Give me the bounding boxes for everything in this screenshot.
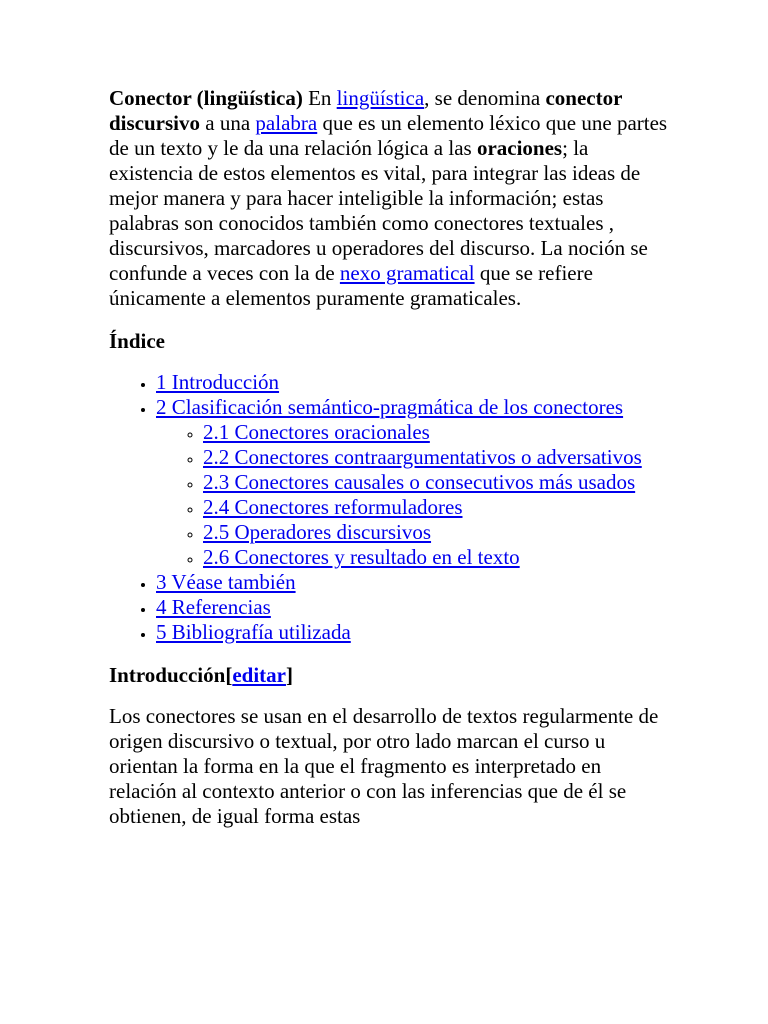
toc-link-2-2[interactable]: 2.2 Conectores contraargumentativos o adversativos: [203, 445, 642, 469]
toc-item: [156, 595, 669, 620]
toc-item: [156, 395, 669, 570]
section-title-text: Introducción: [109, 663, 226, 687]
term-conector-discursivo: conector discursivo: [109, 86, 623, 135]
text-run: En: [302, 86, 337, 110]
toc-link-2-6[interactable]: 2.6 Conectores y resultado en el texto: [203, 545, 520, 569]
link-nexo-gramatical[interactable]: nexo gramatical: [339, 261, 475, 285]
toc-link-referencias[interactable]: 4 Referencias: [156, 595, 271, 619]
section-body-paragraph: Los conectores se usan en el desarrollo de textos regularmente de origen discursivo o textual, por otro lado marcan el curso u orientan la forma en la que el fragmento es interpretado en relación al contexto anterior o con las inferencias que de él se obtienen, de igual forma estas: [109, 704, 659, 828]
table-of-contents: [109, 370, 669, 645]
text-run: ; la existencia de estos elementos es vital, para integrar las ideas de mejor manera y para hacer inteligible la información; estas palabras son conocidos también como conectores textuales , discursivos, marcadores u operadores del discurso. La noción se confunde a veces con la de: [109, 136, 648, 285]
text-run: , se denomina: [424, 86, 546, 110]
text-run: que es un elemento léxico que une partes de un texto y le da una relación lógica a las: [109, 111, 668, 160]
toc-item: [156, 570, 669, 595]
link-linguistica[interactable]: lingüística: [336, 86, 425, 110]
toc-subitem: [203, 470, 669, 495]
lead-paragraph: [109, 86, 669, 311]
toc-sublist: [156, 420, 669, 570]
toc-subitem: [203, 520, 669, 545]
document-page: [109, 86, 669, 829]
toc-link-clasificacion[interactable]: 2 Clasificación semántico-pragmática de los conectores: [156, 395, 624, 419]
article-title: Conector (lingüística): [109, 86, 303, 110]
term-oraciones: oraciones: [476, 136, 563, 160]
toc-heading: Índice: [109, 329, 166, 353]
toc-link-vease-tambien[interactable]: 3 Véase también: [156, 570, 296, 594]
toc-link-2-4[interactable]: 2.4 Conectores reformuladores: [203, 495, 463, 519]
toc-item: [156, 620, 669, 645]
toc-subitem: [203, 545, 669, 570]
toc-item: [156, 370, 669, 395]
text-run: a una: [200, 111, 256, 135]
toc-subitem: [203, 420, 669, 445]
link-palabra[interactable]: palabra: [255, 111, 318, 135]
toc-link-2-3[interactable]: 2.3 Conectores causales o consecutivos más usados: [203, 470, 636, 494]
section-heading-introduccion: [109, 663, 669, 688]
toc-subitem: [203, 495, 669, 520]
text-run: que se refiere únicamente a elementos puramente gramaticales.: [109, 261, 593, 310]
toc-link-bibliografia[interactable]: 5 Bibliografía utilizada: [156, 620, 351, 644]
edit-section-link[interactable]: editar: [232, 663, 286, 687]
toc-link-introduccion[interactable]: 1 Introducción: [156, 370, 280, 394]
bracket-open: [: [225, 663, 233, 687]
toc-link-2-1[interactable]: 2.1 Conectores oracionales: [203, 420, 430, 444]
toc-link-2-5[interactable]: 2.5 Operadores discursivos: [203, 520, 432, 544]
toc-subitem: [203, 445, 669, 470]
bracket-close: ]: [285, 663, 293, 687]
